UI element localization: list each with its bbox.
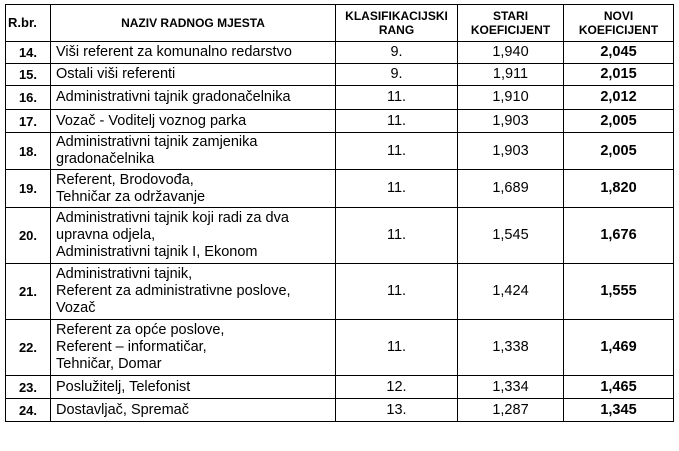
table-row (6, 208, 674, 264)
job-title-line: Referent za administrativne poslove, (56, 283, 291, 299)
table-row (6, 64, 674, 86)
job-title-cell (51, 208, 336, 264)
job-title-line: upravna odjela, (56, 227, 156, 243)
classification-rank: 11. (336, 110, 458, 133)
row-number: 18. (6, 133, 51, 170)
old-coefficient: 1,545 (458, 208, 564, 264)
job-title-line: Tehničar, Domar (56, 356, 162, 372)
table-row (6, 170, 674, 208)
table-row (6, 42, 674, 64)
job-title-line: Tehničar za održavanje (56, 188, 206, 205)
job-title-cell (51, 42, 336, 64)
table-row (6, 133, 674, 170)
job-title-cell (51, 86, 336, 110)
table-row (6, 376, 674, 399)
job-title-line: Administrativni tajnik koji radi za dva (56, 210, 289, 226)
row-number: 15. (6, 64, 51, 86)
job-title-line: Administrativni tajnik I, Ekonom (56, 244, 258, 260)
classification-rank: 13. (336, 399, 458, 422)
header-stari (458, 5, 564, 42)
header-novi (564, 5, 674, 42)
table-row (6, 320, 674, 376)
job-title-line: Referent – informatičar, (56, 339, 207, 355)
new-coefficient: 1,469 (564, 320, 674, 376)
job-title-line: Administrativni tajnik zamjenika (56, 134, 258, 150)
header-stari-line-2: KOEFICIJENT (470, 23, 551, 37)
job-title-line: Poslužitelj, Telefonist (56, 378, 191, 395)
coefficient-table (5, 4, 674, 422)
classification-rank: 11. (336, 264, 458, 320)
job-title-cell (51, 64, 336, 86)
table-row (6, 399, 674, 422)
header-novi-line-1: NOVI (603, 9, 634, 23)
old-coefficient: 1,940 (458, 42, 564, 64)
old-coefficient: 1,689 (458, 170, 564, 208)
new-coefficient: 2,045 (564, 42, 674, 64)
new-coefficient: 2,012 (564, 86, 674, 110)
classification-rank: 11. (336, 320, 458, 376)
header-naziv: NAZIV RADNOG MJESTA (51, 5, 336, 42)
row-number: 24. (6, 399, 51, 422)
table-row (6, 110, 674, 133)
job-title-cell (51, 133, 336, 170)
old-coefficient: 1,903 (458, 110, 564, 133)
row-number: 20. (6, 208, 51, 264)
job-title-line: Administrativni tajnik gradonačelnika (56, 89, 291, 105)
job-title-line: gradonačelnika (56, 151, 155, 167)
row-number: 17. (6, 110, 51, 133)
job-title-line: Referent, Brodovođa, (56, 171, 194, 188)
job-title-line: Administrativni tajnik, (56, 266, 193, 282)
job-title-cell (51, 399, 336, 422)
old-coefficient: 1,338 (458, 320, 564, 376)
job-title-line: Vozač - Voditelj voznog parka (56, 112, 247, 129)
row-number: 14. (6, 42, 51, 64)
row-number: 19. (6, 170, 51, 208)
old-coefficient: 1,424 (458, 264, 564, 320)
header-rang-line-1: KLASIFIKACIJSKI (345, 9, 448, 23)
new-coefficient: 1,345 (564, 399, 674, 422)
new-coefficient: 1,676 (564, 208, 674, 264)
job-title-line: Viši referent za komunalno redarstvo (56, 44, 292, 60)
row-number: 22. (6, 320, 51, 376)
row-number: 16. (6, 86, 51, 110)
new-coefficient: 2,015 (564, 64, 674, 86)
job-title-line: Ostali viši referenti (56, 66, 176, 82)
classification-rank: 9. (336, 64, 458, 86)
old-coefficient: 1,287 (458, 399, 564, 422)
job-title-line: Dostavljač, Spremač (56, 401, 189, 418)
old-coefficient: 1,910 (458, 86, 564, 110)
classification-rank: 12. (336, 376, 458, 399)
job-title-cell (51, 320, 336, 376)
classification-rank: 11. (336, 208, 458, 264)
classification-rank: 11. (336, 170, 458, 208)
job-title-cell (51, 264, 336, 320)
job-title-line: Vozač (56, 300, 96, 316)
old-coefficient: 1,334 (458, 376, 564, 399)
table-header-row (6, 5, 674, 42)
job-title-line: Referent za opće poslove, (56, 322, 225, 338)
job-title-cell (51, 376, 336, 399)
classification-rank: 11. (336, 133, 458, 170)
job-title-cell (51, 170, 336, 208)
header-rbr: R.br. (6, 5, 51, 42)
old-coefficient: 1,903 (458, 133, 564, 170)
table-row (6, 264, 674, 320)
new-coefficient: 2,005 (564, 110, 674, 133)
new-coefficient: 1,465 (564, 376, 674, 399)
new-coefficient: 1,820 (564, 170, 674, 208)
job-title-cell (51, 110, 336, 133)
classification-rank: 11. (336, 86, 458, 110)
old-coefficient: 1,911 (458, 64, 564, 86)
header-novi-line-2: KOEFICIJENT (578, 23, 659, 37)
header-rang-line-2: RANG (378, 23, 415, 37)
table-body (6, 42, 674, 422)
row-number: 21. (6, 264, 51, 320)
table-row (6, 86, 674, 110)
row-number: 23. (6, 376, 51, 399)
new-coefficient: 1,555 (564, 264, 674, 320)
header-stari-line-1: STARI (492, 9, 529, 23)
classification-rank: 9. (336, 42, 458, 64)
document-page (5, 4, 674, 422)
new-coefficient: 2,005 (564, 133, 674, 170)
header-rang (336, 5, 458, 42)
